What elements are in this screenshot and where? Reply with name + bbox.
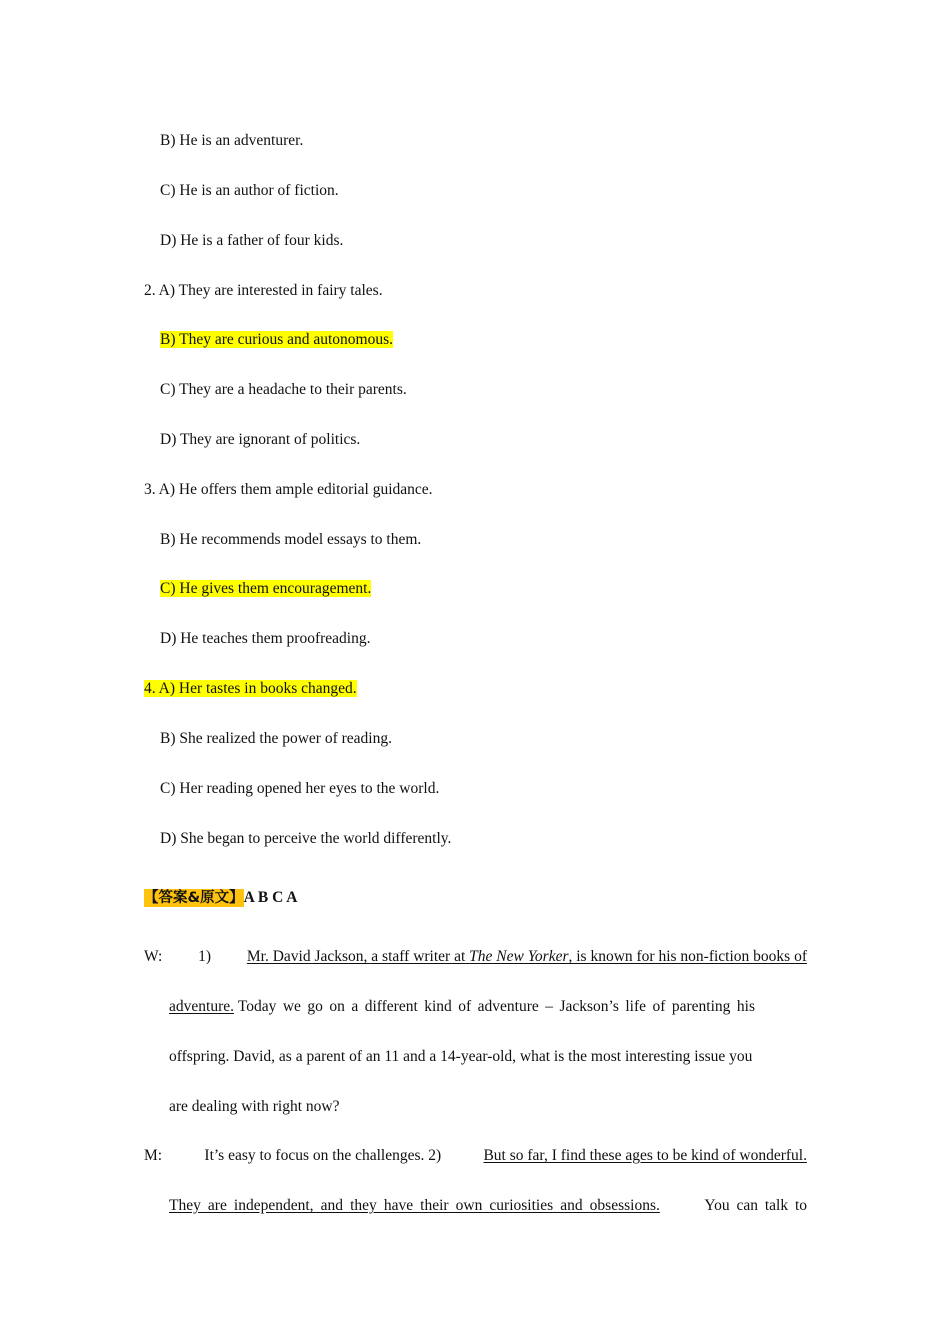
answer-letters: A B C A — [243, 889, 298, 906]
q1-option-b: B) He is an adventurer. — [160, 132, 304, 149]
answer-tag: 【答案&原文】 — [144, 890, 244, 906]
m-underlined-2: They are independent, and they have their own curiosities and obsessions. — [169, 1197, 660, 1214]
w-rest-3: are dealing with right now? — [169, 1098, 340, 1115]
w-rest-1: Today we go on a different kind of adventure – Jackson’s life of parenting his — [237, 998, 755, 1015]
m-rest: You can talk to — [704, 1197, 807, 1214]
q3-option-a: 3. A) He offers them ample editorial guidance. — [144, 481, 433, 498]
q3-option-c-highlighted: C) He gives them encouragement. — [160, 580, 372, 597]
w-rest-2: offspring. David, as a parent of an 11 and a 14-year-old, what is the most interesting issue you — [169, 1048, 753, 1065]
q2-option-a: 2. A) They are interested in fairy tales. — [144, 282, 383, 299]
q2-option-b-highlighted: B) They are curious and autonomous. — [160, 331, 394, 348]
publication-title: The New Yorker — [469, 948, 569, 965]
w-num: 1) — [198, 948, 212, 965]
q1-option-d: D) He is a father of four kids. — [160, 232, 344, 249]
transcript-m-line-2 — [169, 1196, 807, 1216]
q1-option-c: C) He is an author of fiction. — [160, 182, 339, 199]
q3-option-d: D) He teaches them proofreading. — [160, 630, 371, 647]
transcript-w-line-1 — [144, 947, 807, 967]
speaker-w: W: — [144, 948, 163, 965]
q3-option-b: B) He recommends model essays to them. — [160, 531, 422, 548]
transcript-m-line-1 — [144, 1146, 807, 1166]
m-pre: It’s easy to focus on the challenges. 2) — [204, 1147, 442, 1164]
q4-option-d: D) She began to perceive the world differently. — [160, 830, 452, 847]
q4-option-c: C) Her reading opened her eyes to the world. — [160, 780, 440, 797]
q2-option-c: C) They are a headache to their parents. — [160, 381, 407, 398]
speaker-m: M: — [144, 1147, 163, 1164]
m-underlined-1: But so far, I find these ages to be kind of wonderful. — [483, 1147, 807, 1164]
w-underlined-2: adventure. — [169, 998, 234, 1015]
answer-line — [144, 888, 298, 908]
w-underlined-1: Mr. David Jackson, a staff writer at The New Yorker, is known for his non-fiction books of — [246, 948, 807, 965]
q4-option-a-highlighted: 4. A) Her tastes in books changed. — [144, 680, 357, 697]
q4-option-b: B) She realized the power of reading. — [160, 730, 392, 747]
q2-option-d: D) They are ignorant of politics. — [160, 431, 361, 448]
transcript-w-line-2 — [169, 997, 807, 1017]
